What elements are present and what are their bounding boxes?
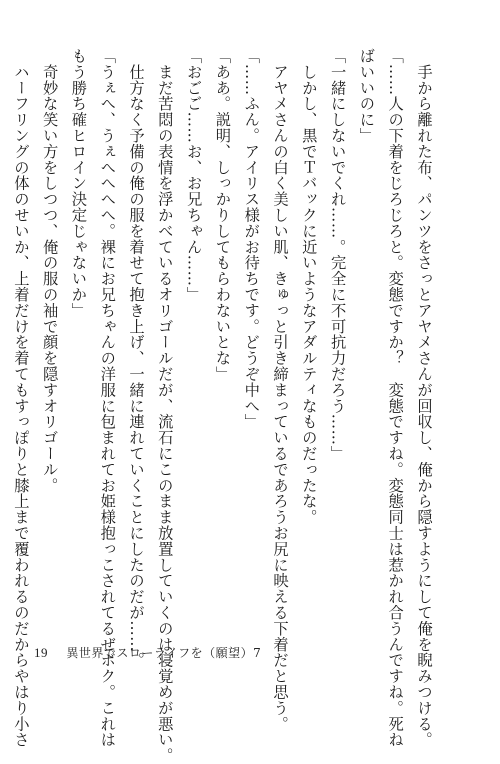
page-number: 19 <box>34 645 48 660</box>
text-line: 「ああ。説明、しっかりしてもらわないとな」 <box>213 48 232 382</box>
text-line: アヤメさんの白く美しい肌、きゅっと引き締まっているであろうお尻に映える下着だと思う。 <box>271 48 290 732</box>
text-line: 仕方なく予備の俺の服を着せて抱き上げ、一緒に連れていくことにしたのだが……。 <box>127 48 146 669</box>
text-line: 「おごご……お、お兄ちゃん……」 <box>184 48 203 303</box>
text-line: 手から離れた布、パンツをさっとアヤメさんが回収し、俺から隠すようにして俺を睨みつける。 <box>415 48 433 748</box>
text-line: ハーフリングの体のせいか、上着だけを着てもすっぽりと膝上まで覆われるのだからやはり小さ <box>11 48 30 748</box>
text-line: 「うぇへ、うぇへへへへ。裸にお兄ちゃんの洋服に包まれてお姫様抱っこされてるぜボク。これは <box>98 48 117 748</box>
page-footer <box>34 644 261 661</box>
text-line: 奇妙な笑い方をしつつ、俺の服の袖で顔を隠すオリゴール。 <box>40 48 59 494</box>
text-line: もう勝ち確ヒロイン決定じゃないか」 <box>69 48 88 319</box>
text-line: しかし、黒でＴバックに近いようなアダルティなものだったな。 <box>299 48 318 525</box>
running-title: 異世界でスローライフを（願望）7 <box>66 646 262 660</box>
text-line: 「……ふん。アイリス様がお待ちです。どうぞ中へ」 <box>242 48 261 430</box>
text-line: ばいいのに」 <box>357 48 376 144</box>
text-line: 「……人の下着をじろじろと。変態ですか？ 変態ですね。変態同士は惹かれ合うんですね。死ね <box>386 48 405 748</box>
text-line: まだ苦悶の表情を浮かべているオリゴールだが、流石にこのまま放置していくのは寝覚めが悪い。 <box>155 48 174 764</box>
text-line: 「一緒にしないでくれ……。完全に不可抗力だろう……」 <box>328 48 347 462</box>
